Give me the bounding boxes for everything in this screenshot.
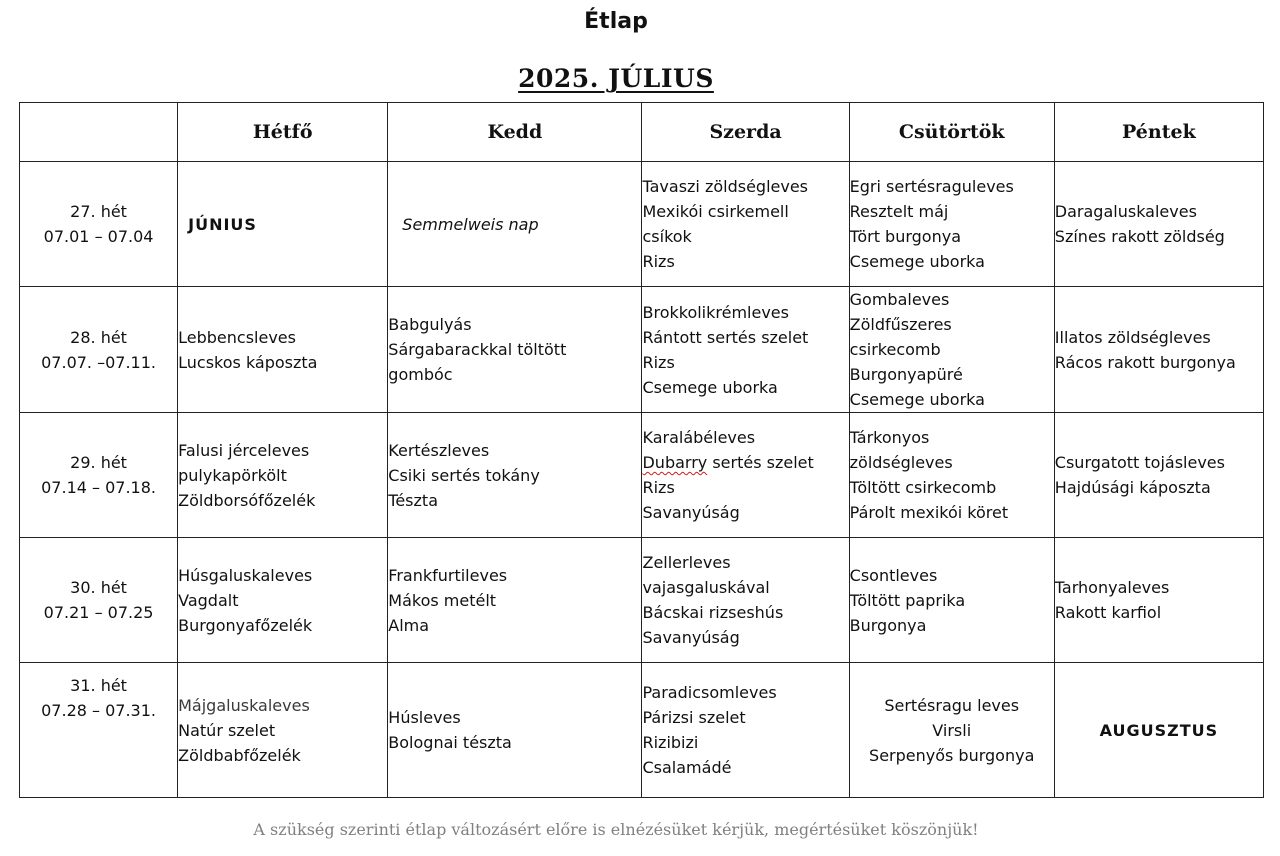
- week-cell: [20, 287, 178, 413]
- dish-item: Virsli: [932, 720, 972, 740]
- table-row-week-30: [20, 538, 1264, 663]
- dish-item: Csontleves: [849, 565, 938, 585]
- dish-item: Párizsi szelet: [642, 708, 746, 727]
- dish-item: Rizs: [642, 252, 675, 271]
- dish-item: [642, 450, 848, 475]
- dish-item: Lebbencsleves: [178, 327, 296, 347]
- dish-item: Sárgabarackkal töltött: [388, 340, 567, 359]
- dish-item: Paradicsomleves: [642, 683, 777, 702]
- dish-item: Babgulyás: [388, 315, 472, 334]
- menu-cell-thursday: [849, 413, 1054, 538]
- dish-item: Rizs: [642, 478, 675, 497]
- dish-item: gombóc: [388, 365, 453, 384]
- dish-item: Tavaszi zöldségleves: [642, 177, 809, 196]
- dish-item: Rizibizi: [642, 733, 699, 752]
- dish-item: csirkecomb: [849, 340, 941, 359]
- dish-item: Savanyúság: [642, 628, 740, 647]
- dish-item: Vagdalt: [178, 590, 239, 610]
- dish-item: Natúr szelet: [178, 720, 276, 740]
- dish-item: Resztelt máj: [849, 202, 949, 221]
- day-header-friday: Péntek: [1054, 103, 1263, 162]
- dish-item: Zöldbabfőzelék: [178, 745, 301, 765]
- month-heading-text: 2025. JÚLIUS: [518, 64, 714, 93]
- dish-item: Burgonyafőzelék: [178, 615, 313, 635]
- dish-item: Töltött paprika: [849, 590, 966, 610]
- footer-note: A szükség szerinti étlap változásért előre is elnézésüket kérjük, megértésüket köszönjük!: [253, 820, 979, 839]
- dish-item: Illatos zöldségleves: [1054, 327, 1211, 347]
- menu-cell-wednesday: [642, 663, 849, 798]
- dish-item: vajasgaluskával: [642, 578, 770, 597]
- dish-item: Hajdúsági káposzta: [1054, 478, 1211, 497]
- dish-item: Gombaleves: [849, 290, 950, 309]
- menu-cell-thursday: [849, 162, 1054, 287]
- dish-item: Burgonya: [849, 615, 927, 635]
- dish-item: Brokkolikrémleves: [642, 302, 789, 322]
- week-date-range: 07.01 – 07.04: [43, 227, 154, 246]
- dish-item: Daragaluskaleves: [1054, 202, 1197, 221]
- semmelweis-day-banner: Semmelweis nap: [388, 162, 642, 287]
- dish-item: Csurgatott tojásleves: [1054, 453, 1225, 472]
- dish-item: Zellerleves: [642, 553, 731, 572]
- table-row-week-27: [20, 162, 1264, 287]
- header-row: [20, 103, 1264, 162]
- menu-cell-wednesday: [642, 162, 849, 287]
- dish-item: Frankfurtileves: [388, 565, 508, 585]
- week-date-range: 07.21 – 07.25: [43, 603, 154, 622]
- dish-item: pulykapörkölt: [178, 465, 287, 485]
- day-header-tuesday: Kedd: [388, 103, 642, 162]
- page-title: Étlap: [584, 9, 648, 34]
- dish-item: Csemege uborka: [849, 252, 985, 271]
- dish-item: Tarhonyaleves: [1054, 578, 1170, 597]
- dish-item: Csiki sertés tokány: [388, 465, 540, 485]
- week-date-range: 07.07. –07.11.: [41, 352, 156, 372]
- dish-item: Májgaluskaleves: [178, 695, 310, 715]
- menu-cell-monday: [178, 663, 388, 798]
- week-cell: [20, 538, 178, 663]
- dish-item: Párolt mexikói köret: [849, 503, 1009, 522]
- empty-corner-cell: [20, 103, 178, 162]
- dish-item: csíkok: [642, 227, 692, 246]
- dish-item: Savanyúság: [642, 503, 740, 522]
- menu-table: [19, 102, 1264, 798]
- dish-item: Sertésragu leves: [884, 695, 1020, 715]
- dish-item: Csalamádé: [642, 758, 732, 777]
- dish-item: Kertészleves: [388, 440, 490, 460]
- dish-item: Rántott sertés szelet: [642, 327, 809, 347]
- dish-item: Tört burgonya: [849, 227, 961, 246]
- day-header-wednesday: Szerda: [642, 103, 849, 162]
- spellcheck-underlined-word: Dubarry: [642, 453, 708, 472]
- menu-cell-wednesday: [642, 287, 849, 413]
- dish-item: Lucskos káposzta: [178, 352, 318, 372]
- menu-cell-tuesday: [388, 413, 642, 538]
- dish-item: Bolognai tészta: [388, 733, 512, 752]
- week-label: 30. hét: [70, 578, 127, 597]
- junius-banner: JÚNIUS: [178, 162, 388, 287]
- month-heading: [0, 62, 1232, 96]
- week-date-range: 07.28 – 07.31.: [41, 701, 156, 720]
- week-date-range: 07.14 – 07.18.: [41, 478, 156, 497]
- menu-cell-wednesday: [642, 413, 849, 538]
- menu-cell-tuesday: [388, 538, 642, 663]
- menu-cell-monday: [178, 287, 388, 413]
- dish-item: Serpenyős burgonya: [869, 745, 1035, 765]
- dish-item: Csemege uborka: [642, 377, 778, 397]
- dish-item: Bácskai rizseshús: [642, 603, 784, 622]
- table-row-week-29: [20, 413, 1264, 538]
- week-label: 29. hét: [70, 453, 127, 472]
- dish-item: Mákos metélt: [388, 590, 497, 610]
- menu-cell-thursday: [849, 538, 1054, 663]
- dish-item: Rakott karfiol: [1054, 603, 1162, 622]
- week-label: 28. hét: [70, 327, 127, 347]
- menu-cell-thursday: [849, 663, 1054, 798]
- menu-cell-monday: [178, 413, 388, 538]
- day-header-monday: Hétfő: [178, 103, 388, 162]
- week-label: 27. hét: [70, 202, 127, 221]
- dish-item: Rizs: [642, 352, 675, 372]
- augusztus-banner: AUGUSZTUS: [1054, 663, 1263, 798]
- dish-item: Burgonyapüré: [849, 365, 963, 384]
- dish-item: Tészta: [388, 490, 438, 510]
- dish-item: Alma: [388, 615, 430, 635]
- dish-item: Karalábéleves: [642, 428, 756, 447]
- menu-cell-friday: [1054, 413, 1263, 538]
- dish-item: Töltött csirkecomb: [849, 478, 997, 497]
- dish-item: Rácos rakott burgonya: [1054, 352, 1236, 372]
- table-row-week-28: [20, 287, 1264, 413]
- dish-item: Színes rakott zöldség: [1054, 227, 1225, 246]
- dish-item: Csemege uborka: [849, 390, 985, 409]
- menu-cell-tuesday: [388, 663, 642, 798]
- dish-item: Mexikói csirkemell: [642, 202, 789, 221]
- dish-item: zöldségleves: [849, 453, 953, 472]
- dish-item: Zöldfűszeres: [849, 315, 952, 334]
- dish-item: Falusi jérceleves: [178, 440, 310, 460]
- dish-item: Egri sertésraguleves: [849, 177, 1014, 196]
- menu-cell-friday: [1054, 538, 1263, 663]
- table-row-week-31: [20, 663, 1264, 798]
- menu-cell-monday: [178, 538, 388, 663]
- menu-cell-wednesday: [642, 538, 849, 663]
- dish-item-rest: sertés szelet: [707, 453, 814, 472]
- day-header-thursday: Csütörtök: [849, 103, 1054, 162]
- week-cell: [20, 413, 178, 538]
- menu-cell-tuesday: [388, 287, 642, 413]
- dish-item: Húsgaluskaleves: [178, 565, 313, 585]
- dish-item: Zöldborsófőzelék: [178, 490, 316, 510]
- menu-cell-friday: [1054, 162, 1263, 287]
- dish-item: Tárkonyos: [849, 428, 930, 447]
- week-cell: [20, 162, 178, 287]
- week-label: 31. hét: [70, 676, 127, 695]
- dish-item: Húsleves: [388, 708, 461, 727]
- menu-cell-thursday: [849, 287, 1054, 413]
- week-cell: [20, 663, 178, 798]
- menu-cell-friday: [1054, 287, 1263, 413]
